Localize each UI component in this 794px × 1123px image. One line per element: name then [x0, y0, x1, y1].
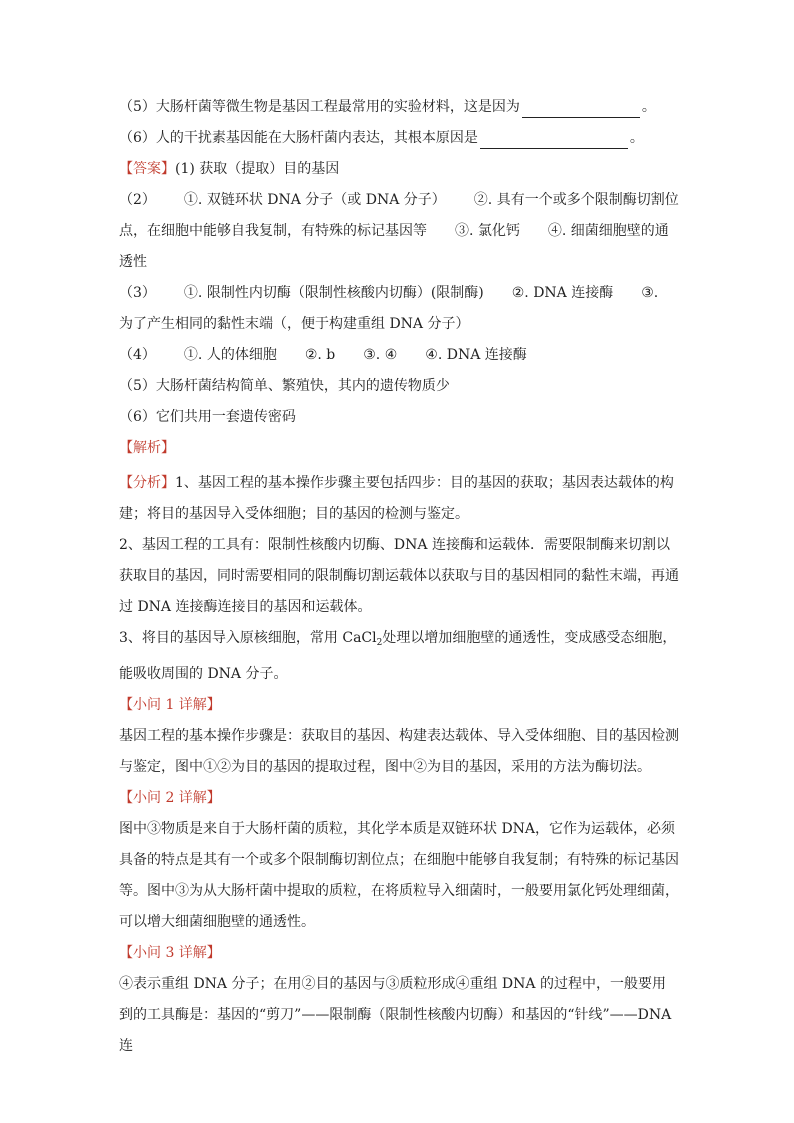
answer-6: （6）它们共用一套遗传密码 — [119, 409, 296, 425]
answer-blank-6[interactable] — [480, 132, 628, 149]
answer-3-line-1 — [119, 282, 679, 304]
analysis-point-3 — [119, 623, 679, 690]
answer-2-part-4a: ④. 细菌细胞壁的通 — [547, 223, 669, 239]
answer-3-part-1: ①. 限制性内切酶（限制性核酸内切酶）(限制酶) — [183, 285, 484, 301]
answer-4 — [119, 344, 679, 366]
sub-question-3-label: 【小问 3 详解】 — [119, 945, 221, 961]
question-5-text: （5）大肠杆菌等微生物是基因工程最常用的实验材料，这是因为 — [119, 99, 520, 115]
answer-4-part-1: ①. 人的体细胞 — [183, 347, 277, 363]
analysis-point-1 — [119, 468, 679, 530]
document-page — [119, 96, 679, 1062]
question-6-text: （6）人的干扰素基因能在大肠杆菌内表达，其根本原因是 — [119, 130, 478, 146]
answer-2-part-4b: 透性 — [119, 254, 147, 270]
analysis-point-3-b: 处理以增加细胞壁的通透性，变成感受态细胞，能吸收周围的 DNA 分子。 — [119, 630, 677, 682]
question-5-end: 。 — [641, 99, 656, 115]
answer-4-num: （4） — [119, 347, 156, 363]
sub-question-2-text: 图中③物质是来自于大肠杆菌的质粒，其化学本质是双链环状 DNA，它作为运载体，必须具备的特点是其有一个或多个限制酶切割位点；在细胞中能够自我复制；有特殊的标记基因等。图中③为从大肠杆菌中提取的质粒，在将质粒导入细菌时，一般要用氯化钙处理细菌，可以增大细菌细胞壁的通透性。 — [119, 821, 679, 930]
answer-4-part-2: ②. b — [304, 347, 336, 363]
sub-question-3-text: ④表示重组 DNA 分子；在用②目的基因与③质粒形成④重组 DNA 的过程中，一般要用到的工具酶是：基因的“剪刀”——限制酶（限制性核酸内切酶）和基因的“针线”——DNA 连 — [119, 976, 672, 1054]
answer-2-line-1 — [119, 189, 679, 211]
answer-3-part-2: ②. DNA 连接酶 — [511, 285, 614, 301]
answer-2-line-3 — [119, 251, 679, 273]
answer-1-text: (1) 获取（提取）目的基因 — [175, 161, 340, 177]
answer-2-part-1: ①. 双链环状 DNA 分子（或 DNA 分子） — [183, 192, 446, 208]
analysis-sub-label: 【分析】 — [119, 475, 175, 491]
question-6 — [119, 127, 679, 149]
answer-1 — [119, 158, 679, 180]
analysis-point-2: 2、基因工程的工具有：限制性核酸内切酶、DNA 连接酶和运载体．需要限制酶来切割以获取目的基因，同时需要相同的限制酶切割运载体以获取与目的基因相同的黏性末端，再通过 DNA 连接酶连接目的基因和运载体。 — [119, 537, 679, 615]
answer-4-part-3: ③. ④ — [363, 347, 398, 363]
question-6-end: 。 — [629, 130, 644, 146]
sub-question-1-text: 基因工程的基本操作步骤是：获取目的基因、构建表达载体、导入受体细胞、目的基因检测与鉴定，图中①②为目的基因的提取过程，图中②为目的基因，采用的方法为酶切法。 — [119, 728, 679, 775]
answer-2-part-2a: ②. 具有一个或多个限制酶切割位 — [473, 192, 679, 208]
answer-2-line-2 — [119, 220, 679, 242]
sub-question-2-label: 【小问 2 详解】 — [119, 790, 221, 806]
subscript-2: 2 — [376, 638, 383, 648]
answer-2-part-2b: 点，在细胞中能够自我复制，有特殊的标记基因等 — [119, 223, 427, 239]
analysis-point-1-text: 1、基因工程的基本操作步骤主要包括四步：目的基因的获取；基因表达载体的构建；将目的基因导入受体细胞；目的基因的检测与鉴定。 — [119, 475, 674, 522]
answer-blank-5[interactable] — [522, 101, 640, 118]
analysis-label: 【解析】 — [119, 440, 175, 456]
answer-5: （5）大肠杆菌结构简单、繁殖快，其内的遗传物质少 — [119, 378, 450, 394]
answer-2-part-3: ③. 氯化钙 — [455, 223, 520, 239]
answer-3-line-2 — [119, 313, 679, 335]
sub-question-1-label: 【小问 1 详解】 — [119, 697, 221, 713]
answer-3-num: （3） — [119, 285, 156, 301]
answer-3-part-3b: 为了产生相同的黏性末端（，便于构建重组 DNA 分子） — [119, 316, 470, 332]
answer-label: 【答案】 — [119, 161, 175, 177]
question-5 — [119, 96, 679, 118]
answer-2-num: （2） — [119, 192, 156, 208]
answer-3-part-3a: ③. — [641, 285, 659, 301]
answer-4-part-4: ④. DNA 连接酶 — [425, 347, 527, 363]
analysis-point-3-a: 3、将目的基因导入原核细胞，常用 CaCl — [119, 630, 377, 646]
